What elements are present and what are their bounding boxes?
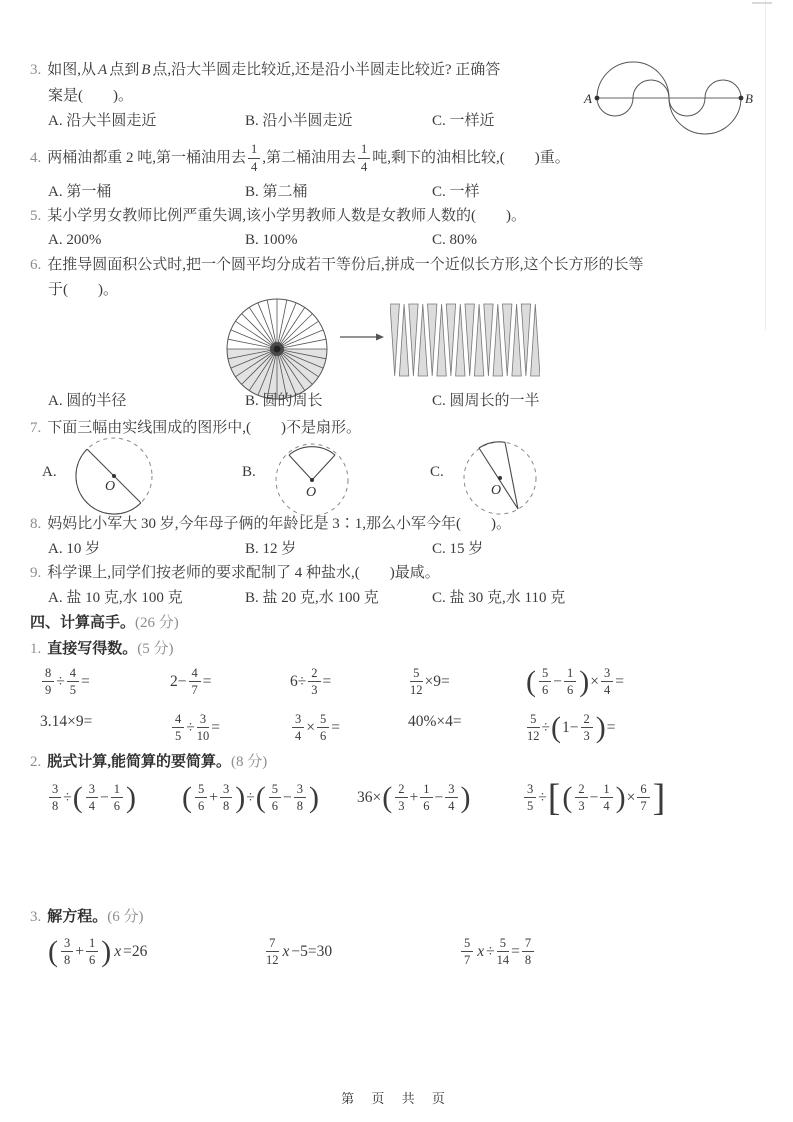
page-footer: 第 页 共 页: [341, 1091, 452, 1106]
sub-1-number: 1.: [30, 641, 42, 657]
option: A. 10 岁: [48, 541, 101, 557]
sub-2-heading: [30, 752, 267, 772]
question-3-line-2: 案是( )。: [48, 88, 133, 104]
option: A. 第一桶: [48, 184, 112, 200]
option: B. 100%: [245, 232, 298, 248]
section-4-title: 计算高手。: [60, 615, 136, 631]
sub-2-number: 2.: [30, 754, 42, 770]
option: A. 200%: [48, 232, 102, 248]
option: C. 盐 30 克,水 110 克: [432, 590, 566, 606]
question-7-number: 7.: [30, 420, 42, 436]
scan-artifact-line: [765, 0, 766, 330]
option: A. 圆的半径: [48, 393, 127, 409]
option: B. 盐 20 克,水 100 克: [245, 590, 379, 606]
option: C. 一样: [432, 184, 480, 200]
calc-row-3: [0, 774, 793, 830]
section-4-heading: [30, 613, 179, 633]
question-9-text: 科学课上,同学们按老师的要求配制了 4 种盐水,( )最咸。: [47, 565, 440, 581]
question-8-options: [0, 539, 793, 559]
math-expression: $\frac{4}{5}$ ÷ $\frac{3}{10}$ =: [170, 712, 220, 744]
math-expression: $\frac{8}{9}$ ÷ $\frac{4}{5}$ =: [40, 666, 90, 698]
question-5-options: [0, 230, 793, 250]
point-b-label: B: [745, 91, 753, 106]
calc-row-2: [0, 706, 793, 752]
question-4-line: [30, 140, 570, 176]
option: A. 沿大半圆走近: [48, 113, 157, 129]
sub-1-heading: [30, 639, 174, 659]
section-4-numeral: 四、: [30, 615, 61, 631]
option: A. 盐 10 克,水 100 克: [48, 590, 183, 606]
sub-2-score: (8 分): [231, 754, 268, 770]
option: C. 一样近: [432, 113, 495, 129]
math-expression: $\frac{5}{12}$ ×9=: [410, 666, 450, 698]
question-5-line: [30, 206, 526, 226]
math-expression: 6÷ $\frac{2}{3}$ =: [290, 666, 332, 698]
question-3-number: 3.: [30, 62, 42, 78]
figure-a-label: A.: [42, 464, 57, 480]
sector-figure-b: [262, 428, 362, 528]
question-4-text: 两桶油都重 2 吨,第一桶油用去 1 4 ,第二桶油用去 1 4 吨,剩下的油相比较,( )重。: [47, 142, 570, 174]
question-6-number: 6.: [30, 257, 42, 273]
math-expression: 36× ( 2 3 + $\frac{1}{6}$ − $\frac{3}{4}$ ): [357, 780, 471, 814]
math-expression: $\frac{3}{4}$ × $\frac{5}{6}$ =: [290, 712, 340, 744]
question-4-number: 4.: [30, 150, 42, 166]
option: C. 15 岁: [432, 541, 484, 557]
circle-sectors-diagram: [222, 294, 332, 404]
math-expression: $\frac{3}{8}$ ÷ ( 3 4 − $\frac{1}{6}$ ): [47, 782, 137, 814]
math-expression: 3.14×9=: [40, 713, 93, 730]
question-4-options: [0, 182, 793, 202]
question-8-number: 8.: [30, 516, 42, 532]
question-5-number: 5.: [30, 208, 42, 224]
equation-row: [0, 928, 793, 978]
question-9-number: 9.: [30, 565, 42, 581]
question-3-line-1: [30, 60, 500, 80]
question-7-text: 下面三幅由实线围成的图形中,( )不是扇形。: [47, 420, 361, 436]
arrow-right-icon: [340, 331, 384, 343]
sector-strip-diagram: [390, 300, 540, 380]
sub-3-score: (6 分): [107, 909, 144, 925]
sub-1-title: 直接写得数。: [47, 641, 138, 657]
math-equation: 5 7 x ÷ $\frac{5}{14}$ = $\frac{7}{8}$: [459, 936, 536, 968]
math-expression: ( 5 6 − $\frac{1}{6}$ ) × $\frac{3}{4}$ =: [526, 664, 624, 698]
question-6-line-2: 于( )。: [48, 282, 118, 298]
sector-figure-a: [64, 426, 164, 526]
math-equation: ( 3 8 + $\frac{1}{6}$ ) x =26: [48, 934, 148, 968]
question-9-options: [0, 588, 793, 608]
option: B. 12 岁: [245, 541, 297, 557]
figure-b-label: B.: [242, 464, 256, 480]
option: B. 圆的周长: [245, 393, 323, 409]
option: C. 圆周长的一半: [432, 393, 540, 409]
question-5-text: 某小学男女教师比例严重失调,该小学男教师人数是女教师人数的( )。: [47, 208, 526, 224]
sub-3-heading: [30, 907, 144, 927]
math-expression: 2− $\frac{4}{7}$ =: [170, 666, 212, 698]
question-9-line: [30, 563, 440, 583]
math-expression: $\frac{3}{5}$ ÷ [ ( 2 3 − $\frac{1}{4}$ ) × $\frac{6}{7}$ ]: [522, 782, 666, 814]
sub-3-title: 解方程。: [47, 909, 108, 925]
option: C. 80%: [432, 232, 477, 248]
question-6-options: [0, 391, 793, 411]
question-3-text: 如图,从 A 点到 B 点,沿大半圆走比较近,还是沿小半圆走比较近? 正确答: [47, 62, 501, 78]
sub-3-number: 3.: [30, 909, 42, 925]
point-a-label: A: [584, 91, 592, 106]
question-8-text: 妈妈比小军大 30 岁,今年母子俩的年龄比是 3∶1,那么小军今年( )。: [47, 516, 511, 532]
section-4-score: (26 分): [135, 615, 179, 631]
question-8-line: [30, 514, 511, 534]
center-o-label: O: [306, 485, 317, 500]
question-6-line-1: [30, 255, 644, 275]
sub-2-title: 脱式计算,能简算的要简算。: [47, 754, 232, 770]
scan-artifact-tick: [752, 2, 772, 4]
question-6-text: 在推导圆面积公式时,把一个圆平均分成若干等份后,拼成一个近似长方形,这个长方形的长等: [47, 257, 644, 273]
sub-1-score: (5 分): [137, 641, 174, 657]
option: B. 沿小半圆走近: [245, 113, 353, 129]
center-o-label: O: [105, 479, 116, 494]
center-o-label: O: [491, 483, 502, 498]
option: B. 第二桶: [245, 184, 308, 200]
math-expression: $\frac{5}{12}$ ÷ ( 1− $\frac{2}{3}$ ) =: [527, 710, 616, 744]
figure-c-label: C.: [430, 464, 444, 480]
sector-figure-c: [450, 426, 550, 526]
math-expression: ( 5 6 + $\frac{3}{8}$ ) ÷ ( 5 6 − $\frac{3}{8}$ ): [182, 780, 320, 814]
math-equation: 7 12 x −5=30: [266, 936, 333, 968]
math-expression: 40%×4=: [408, 713, 462, 730]
semicircle-path-diagram: [583, 50, 755, 142]
calc-row-1: [0, 660, 793, 706]
